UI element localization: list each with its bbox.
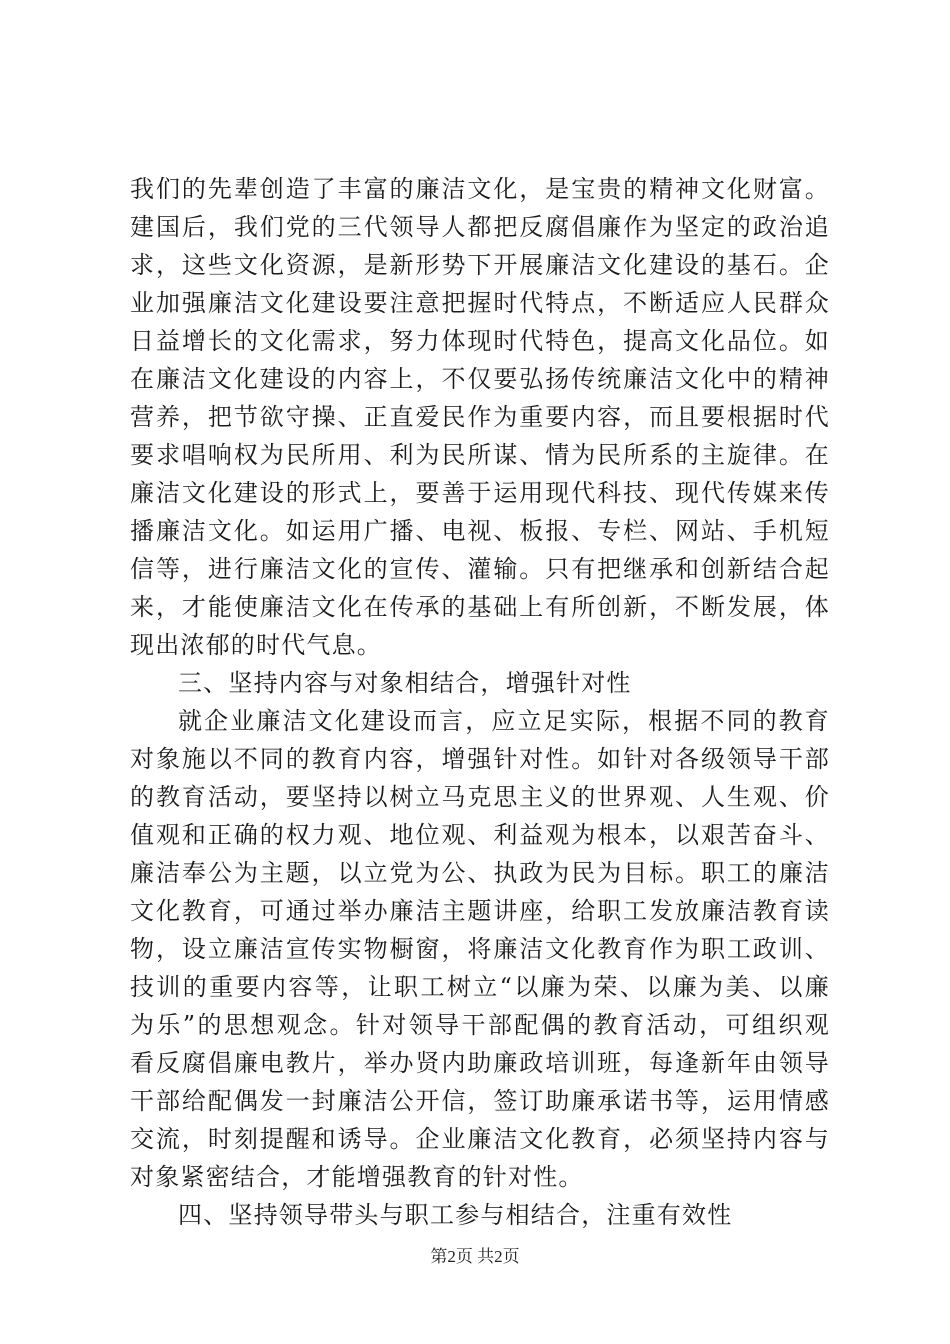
text-line: 要求唱响权为民所用、利为民所谋、情为民所系的主旋律。在 — [130, 441, 830, 469]
paragraph-heritage — [130, 170, 830, 664]
text-line: 业加强廉洁文化建设要注意把握时代特点，不断适应人民群众 — [130, 289, 830, 317]
text-line: 廉洁文化建设的形式上，要善于运用现代科技、现代传媒来传 — [130, 479, 830, 507]
text-line: 求，这些文化资源，是新形势下开展廉洁文化建设的基石。企 — [130, 251, 830, 279]
text-line: 廉洁奉公为主题，以立党为公、执政为民为目标。职工的廉洁 — [130, 859, 830, 887]
page-footer: 第2页 共2页 — [430, 1247, 520, 1266]
text-line: 我们的先辈创造了丰富的廉洁文化，是宝贵的精神文化财富。 — [130, 175, 830, 203]
text-line: 营养，把节欲守操、正直爱民作为重要内容，而且要根据时代 — [130, 403, 830, 431]
text-line: 交流，时刻提醒和诱导。企业廉洁文化教育，必须坚持内容与 — [130, 1125, 830, 1153]
text-line: 物，设立廉洁宣传实物橱窗，将廉洁文化教育作为职工政训、 — [130, 935, 830, 963]
document-body — [130, 170, 830, 1234]
text-line: 信等，进行廉洁文化的宣传、灌输。只有把继承和创新结合起 — [130, 555, 830, 583]
text-line: 文化教育，可通过举办廉洁主题讲座，给职工发放廉洁教育读 — [130, 897, 830, 925]
text-line: 干部给配偶发一封廉洁公开信，签订助廉承诺书等，运用情感 — [130, 1087, 830, 1115]
text-line: 来，才能使廉洁文化在传承的基础上有所创新，不断发展，体 — [130, 593, 830, 621]
text-line: 日益增长的文化需求，努力体现时代特色，提高文化品位。如 — [130, 327, 830, 355]
section-heading-3: 三、坚持内容与对象相结合，增强针对性 — [178, 669, 632, 697]
section-heading-4: 四、坚持领导带头与职工参与相结合，注重有效性 — [178, 1201, 733, 1229]
text-line: 值观和正确的权力观、地位观、利益观为根本，以艰苦奋斗、 — [130, 821, 830, 849]
text-line: 的教育活动，要坚持以树立马克思主义的世界观、人生观、价 — [130, 783, 830, 811]
paragraph-targeting — [130, 702, 830, 1196]
text-line: 为乐”的思想观念。针对领导干部配偶的教育活动，可组织观 — [130, 1011, 830, 1039]
text-line: 对象紧密结合，才能增强教育的针对性。 — [130, 1163, 584, 1191]
text-line: 建国后，我们党的三代领导人都把反腐倡廉作为坚定的政治追 — [130, 213, 830, 241]
text-line: 看反腐倡廉电教片，举办贤内助廉政培训班，每逢新年由领导 — [130, 1049, 830, 1077]
text-line: 现出浓郁的时代气息。 — [130, 631, 382, 659]
text-line: 在廉洁文化建设的内容上，不仅要弘扬传统廉洁文化中的精神 — [130, 365, 830, 393]
text-line: 对象施以不同的教育内容，增强针对性。如针对各级领导干部 — [130, 745, 830, 773]
text-line: 技训的重要内容等，让职工树立“以廉为荣、以廉为美、以廉 — [130, 973, 830, 1001]
text-line: 播廉洁文化。如运用广播、电视、板报、专栏、网站、手机短 — [130, 517, 830, 545]
text-line: 就企业廉洁文化建设而言，应立足实际，根据不同的教育 — [178, 707, 830, 735]
